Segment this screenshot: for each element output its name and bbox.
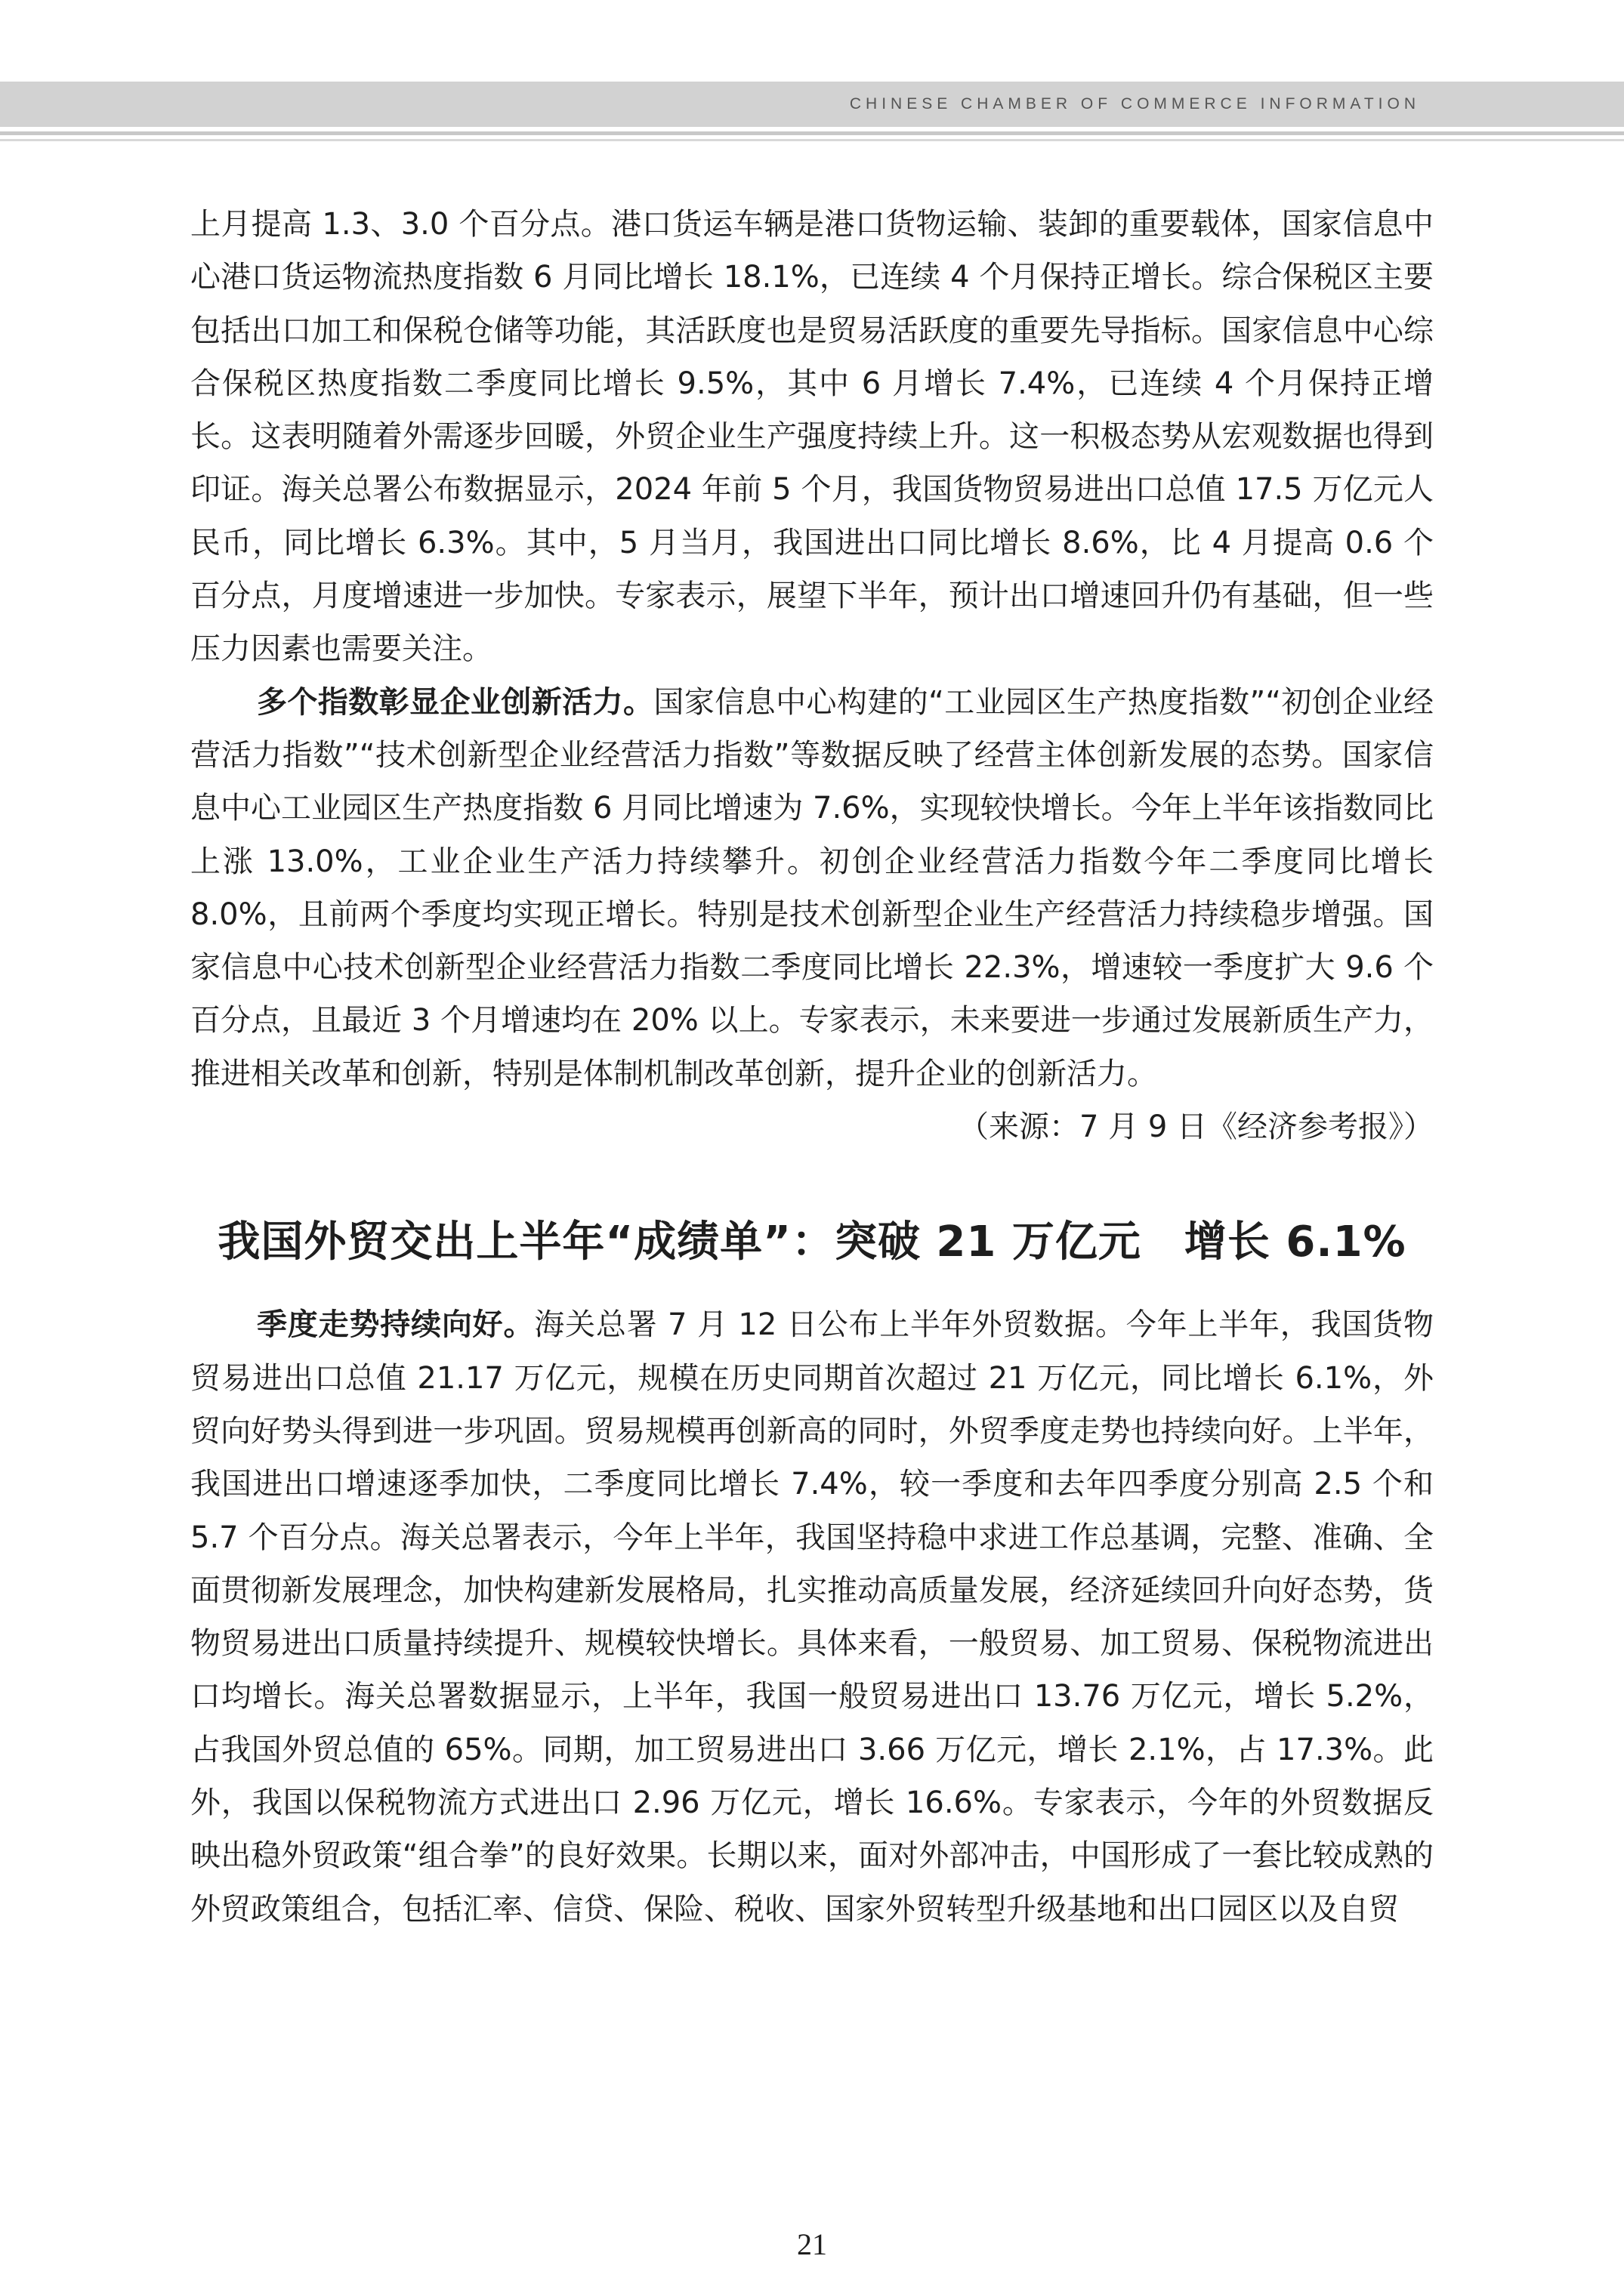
running-header: CHINESE CHAMBER OF COMMERCE INFORMATION [849,95,1420,113]
paragraph-body: 海关总署 7 月 12 日公布上半年外贸数据。今年上半年，我国货物贸易进出口总值 21.17 万亿元，规模在历史同期首次超过 21 万亿元，同比增长 6.1%，外贸向好势头得到进一步巩固。贸易规模再创新高的同时，外贸季度走势也持续向好。上半年，我国进出口增速逐季加快，二季度同比增长 7.4%，较一季度和去年四季度分别高 2.5 个和 5.7 个百分点。海关总署表示，今年上半年，我国坚持稳中求进工作总基调，完整、准确、全面贯彻新发展理念，加快构建新发展格局，扎实推动高质量发展，经济延续回升向好态势，货物贸易进出口质量持续提升、规模较快增长。具体来看，一般贸易、加工贸易、保税物流进出口均增长。海关总署数据显示，上半年，我国一般贸易进出口 13.76 万亿元，增长 5.2%，占我国外贸总值的 65%。同期，加工贸易进出口 3.66 万亿元，增长 2.1%，占 17.3%。此外，我国以保税物流方式进出口 2.96 万亿元，增长 16.6%。专家表示，今年的外贸数据反映出稳外贸政策“组合拳”的良好效果。长期以来，面对外部冲击，中国形成了一套比较成熟的外贸政策组合，包括汇率、信贷、保险、税收、国家外贸转型升级基地和出口园区以及自贸 [190,1307,1434,1927]
article2-paragraph-1 [190,1298,1434,1936]
page-number: 21 [797,2227,827,2261]
paragraph-lead: 多个指数彰显企业创新活力。 [257,684,654,720]
article1-paragraph-2 [190,676,1434,1100]
page-content [190,198,1434,1936]
paragraph-body: 国家信息中心构建的“工业园区生产热度指数”“初创企业经营活力指数”“技术创新型企业经营活力指数”等数据反映了经营主体创新发展的态势。国家信息中心工业园区生产热度指数 6 月同比增速为 7.6%，实现较快增长。今年上半年该指数同比上涨 13.0%，工业企业生产活力持续攀升。初创企业经营活力指数今年二季度同比增长 8.0%，且前两个季度均实现正增长。特别是技术创新型企业生产经营活力持续稳步增强。国家信息中心技术创新型企业经营活力指数二季度同比增长 22.3%，增速较一季度扩大 9.6 个百分点，且最近 3 个月增速均在 20% 以上。专家表示，未来要进一步通过发展新质生产力，推进相关改革和创新，特别是体制机制改革创新，提升企业的创新活力。 [190,684,1434,1091]
article1-paragraph-1: 上月提高 1.3、3.0 个百分点。港口货运车辆是港口货物运输、装卸的重要载体，国家信息中心港口货运物流热度指数 6 月同比增长 18.1%，已连续 4 个月保持正增长。综合保税区主要包括出口加工和保税仓储等功能，其活跃度也是贸易活跃度的重要先导指标。国家信息中心综合保税区热度指数二季度同比增长 9.5%，其中 6 月增长 7.4%，已连续 4 个月保持正增长。这表明随着外需逐步回暖，外贸企业生产强度持续上升。这一积极态势从宏观数据也得到印证。海关总署公布数据显示，2024 年前 5 个月，我国货物贸易进出口总值 17.5 万亿元人民币，同比增长 6.3%。其中，5 月当月，我国进出口同比增长 8.6%，比 4 月提高 0.6 个百分点，月度增速进一步加快。专家表示，展望下半年，预计出口增速回升仍有基础，但一些压力因素也需要关注。 [190,207,1434,667]
article1-source: （来源：7 月 9 日《经济参考报》） [958,1109,1434,1145]
paragraph-lead: 季度走势持续向好。 [257,1307,535,1343]
header-rule-thin [0,139,1624,141]
header-rule [0,131,1624,135]
article2-title: 我国外贸交出上半年“成绩单”：突破 21 万亿元 增长 6.1% [218,1217,1406,1267]
